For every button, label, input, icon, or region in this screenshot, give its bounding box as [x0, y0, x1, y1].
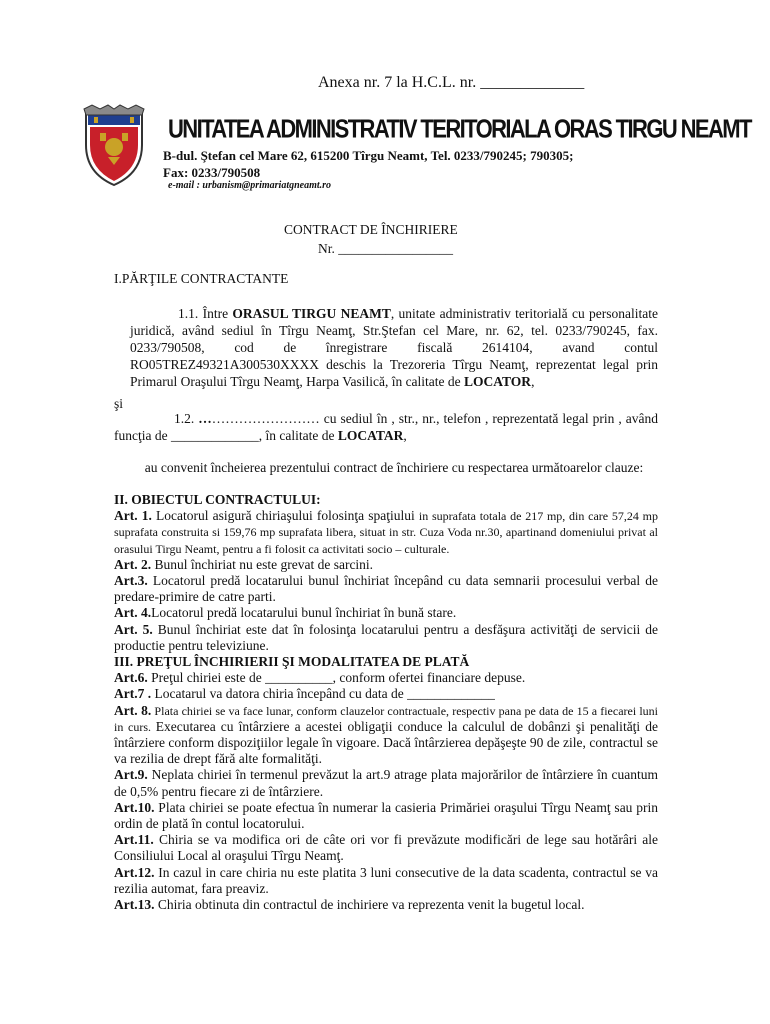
art5-text: Bunul închiriat este dat în folosinţa locatarului pentru a desfăşura activităţi de servicii de productie pentru televiziune.: [114, 621, 658, 653]
contract-body: [114, 492, 658, 913]
p1-text-a: 1.1. Între: [178, 306, 233, 321]
article-11: [114, 832, 658, 864]
art11-label: Art.11.: [114, 832, 154, 848]
art4-label: Art. 4.: [114, 605, 152, 621]
organization-address: [163, 147, 573, 181]
art2-text: Bunul închiriat nu este grevat de sarcini.: [151, 556, 374, 572]
conjunction-si: şi: [114, 396, 124, 411]
article-9: [114, 767, 658, 799]
article-2: [114, 557, 658, 573]
art5-label: Art. 5.: [114, 621, 153, 637]
art9-text: Neplata chiriei în termenul prevăzut la art.9 atrage plata majorărilor de întârziere în cuantum de 0,5% pentru fiecare zi de întârziere.: [114, 767, 658, 799]
art10-label: Art.10.: [114, 799, 155, 815]
annex-line: Anexa nr. 7 la H.C.L. nr. _____________: [318, 74, 585, 91]
agreement-paragraph: au convenit încheierea prezentului contract de închiriere cu respectarea următoarelor clauze:: [144, 460, 644, 475]
art13-label: Art.13.: [114, 897, 155, 913]
contract-title: CONTRACT DE ÎNCHIRIERE: [284, 222, 458, 237]
art7-text: Locatarul va datora chiria începând cu data de _____________: [151, 686, 495, 702]
article-3: [114, 573, 658, 605]
art6-text: Preţul chiriei este de __________, conform ofertei financiare depuse.: [147, 670, 526, 686]
art12-text: In cazul in care chiria nu este platita 3 luni consecutive de la data scadenta, contractul se va rezilia automat, fara preaviz.: [114, 864, 658, 896]
art10-text: Plata chiriei se poate efectua în numerar la casieria Primăriei oraşului Tîrgu Neamţ sau prin ordin de plată în contul locatorului.: [114, 799, 658, 832]
article-10: [114, 800, 658, 832]
locator-role: LOCATOR: [464, 374, 532, 389]
locator-name: ORASUL TIRGU NEAMT: [232, 306, 391, 321]
article-7: [114, 686, 658, 702]
art8-label: Art. 8.: [114, 702, 152, 718]
p2-text-e: ,: [403, 428, 407, 443]
address-line-2: Fax: 0233/790508: [163, 165, 261, 180]
art3-label: Art.3.: [114, 573, 148, 589]
art12-label: Art.12.: [114, 864, 155, 880]
city-crest-logo: [78, 103, 150, 187]
locatar-role: LOCATAR: [337, 428, 404, 443]
art7-label: Art.7 .: [114, 686, 152, 702]
p2-text-c: …………………… cu sediul în , str., nr., telefon , reprezentată legal prin , având funcţia de _____________, în calitate de: [114, 411, 659, 443]
p2-text-b: …: [198, 411, 212, 426]
party-locator-paragraph: [130, 305, 658, 390]
art6-label: Art.6.: [114, 670, 148, 686]
price-heading: III. PREŢUL ÎNCHIRIERII ŞI MODALITATEA DE PLATĂ: [114, 654, 470, 670]
art9-label: Art.9.: [114, 767, 148, 783]
contract-number: Nr. _________________: [318, 241, 453, 256]
article-12: [114, 865, 658, 897]
article-1: [114, 508, 658, 557]
object-heading: II. OBIECTUL CONTRACTULUI:: [114, 492, 321, 507]
party-locatar-paragraph: [114, 410, 658, 444]
article-8: [114, 703, 658, 768]
art3-text: Locatorul predă locatarului bunul închiriat începând cu data semnarii procesului verbal de predare-primire de catre parti.: [114, 573, 658, 605]
art2-label: Art. 2.: [114, 556, 152, 572]
organization-email: e-mail : urbanism@primariatgneamt.ro: [168, 180, 332, 191]
art13-text: Chiria obtinuta din contractul de inchiriere va reprezenta venit la bugetul local.: [154, 897, 585, 913]
address-line-1: B-dul. Ştefan cel Mare 62, 615200 Tîrgu Neamt, Tel. 0233/790245; 790305;: [163, 148, 574, 163]
article-13: [114, 897, 658, 913]
art1-label: Art. 1.: [114, 508, 152, 524]
article-5: [114, 622, 658, 654]
art11-text: Chiria se va modifica ori de câte ori vor fi prevăzute modificări de lege sau hotărâri ale Consiliului Local al oraşului Tîrgu Neamţ.: [114, 832, 658, 864]
organization-name: UNITATEA ADMINISTRATIV TERITORIALA ORAS TIRGU NEAMT: [168, 114, 751, 144]
art8-text-b: Executarea cu întârziere a acestei obligaţii conduce la calculul de dobânzi şi penalităţi de întârziere conform dispoziţiilor legale în vigoare. Dacă întârzierea depăşeşte 90 de zile, contractul se va rezilia de drept fără alte formalităţi.: [114, 718, 659, 767]
parties-heading: I.PĂRŢILE CONTRACTANTE: [114, 271, 289, 286]
art8-text-a: Plata chiriei se va face lunar, conform clauzelor contractuale, respectiv pana pe data de 15 a fiecarei luni in curs.: [114, 703, 658, 734]
article-4: [114, 605, 658, 621]
p1-text-e: ,: [531, 374, 535, 389]
art1-text-a: Locatorul asigură chiriaşului folosinţa spaţiului: [151, 508, 419, 524]
art4-text: Locatorul predă locatarului bunul închiriat în bună stare.: [151, 605, 457, 621]
p2-text-a: 1.2.: [174, 411, 199, 426]
article-6: [114, 670, 658, 686]
p1-text-c: , unitate administrativ teritorială cu personalitate juridică, având sediul în Tîrgu Neamţ, Str.Ştefan cel Mare, nr. 62, tel. 0233/790245, fax. 0233/790508, cod de înregistrare fiscală 2614104, avand contul RO05TREZ49321A300530XXXX deschis la Trezoreria Tîrgu Neamţ, reprezentat legal prin Primarul Oraşului Tîrgu Neamţ, Harpa Vasilică, în calitate de: [130, 306, 658, 389]
art1-text-b: in suprafata totala de 217 mp, din care 57,24 mp suprafata construita si 159,76 mp suprafata libera, situat in str. Cuza Voda nr.30, apartinand domeniului privat al orasului Tirgu Neamt, pentru a fi folosit ca activitati socio – culturale.: [114, 509, 658, 556]
